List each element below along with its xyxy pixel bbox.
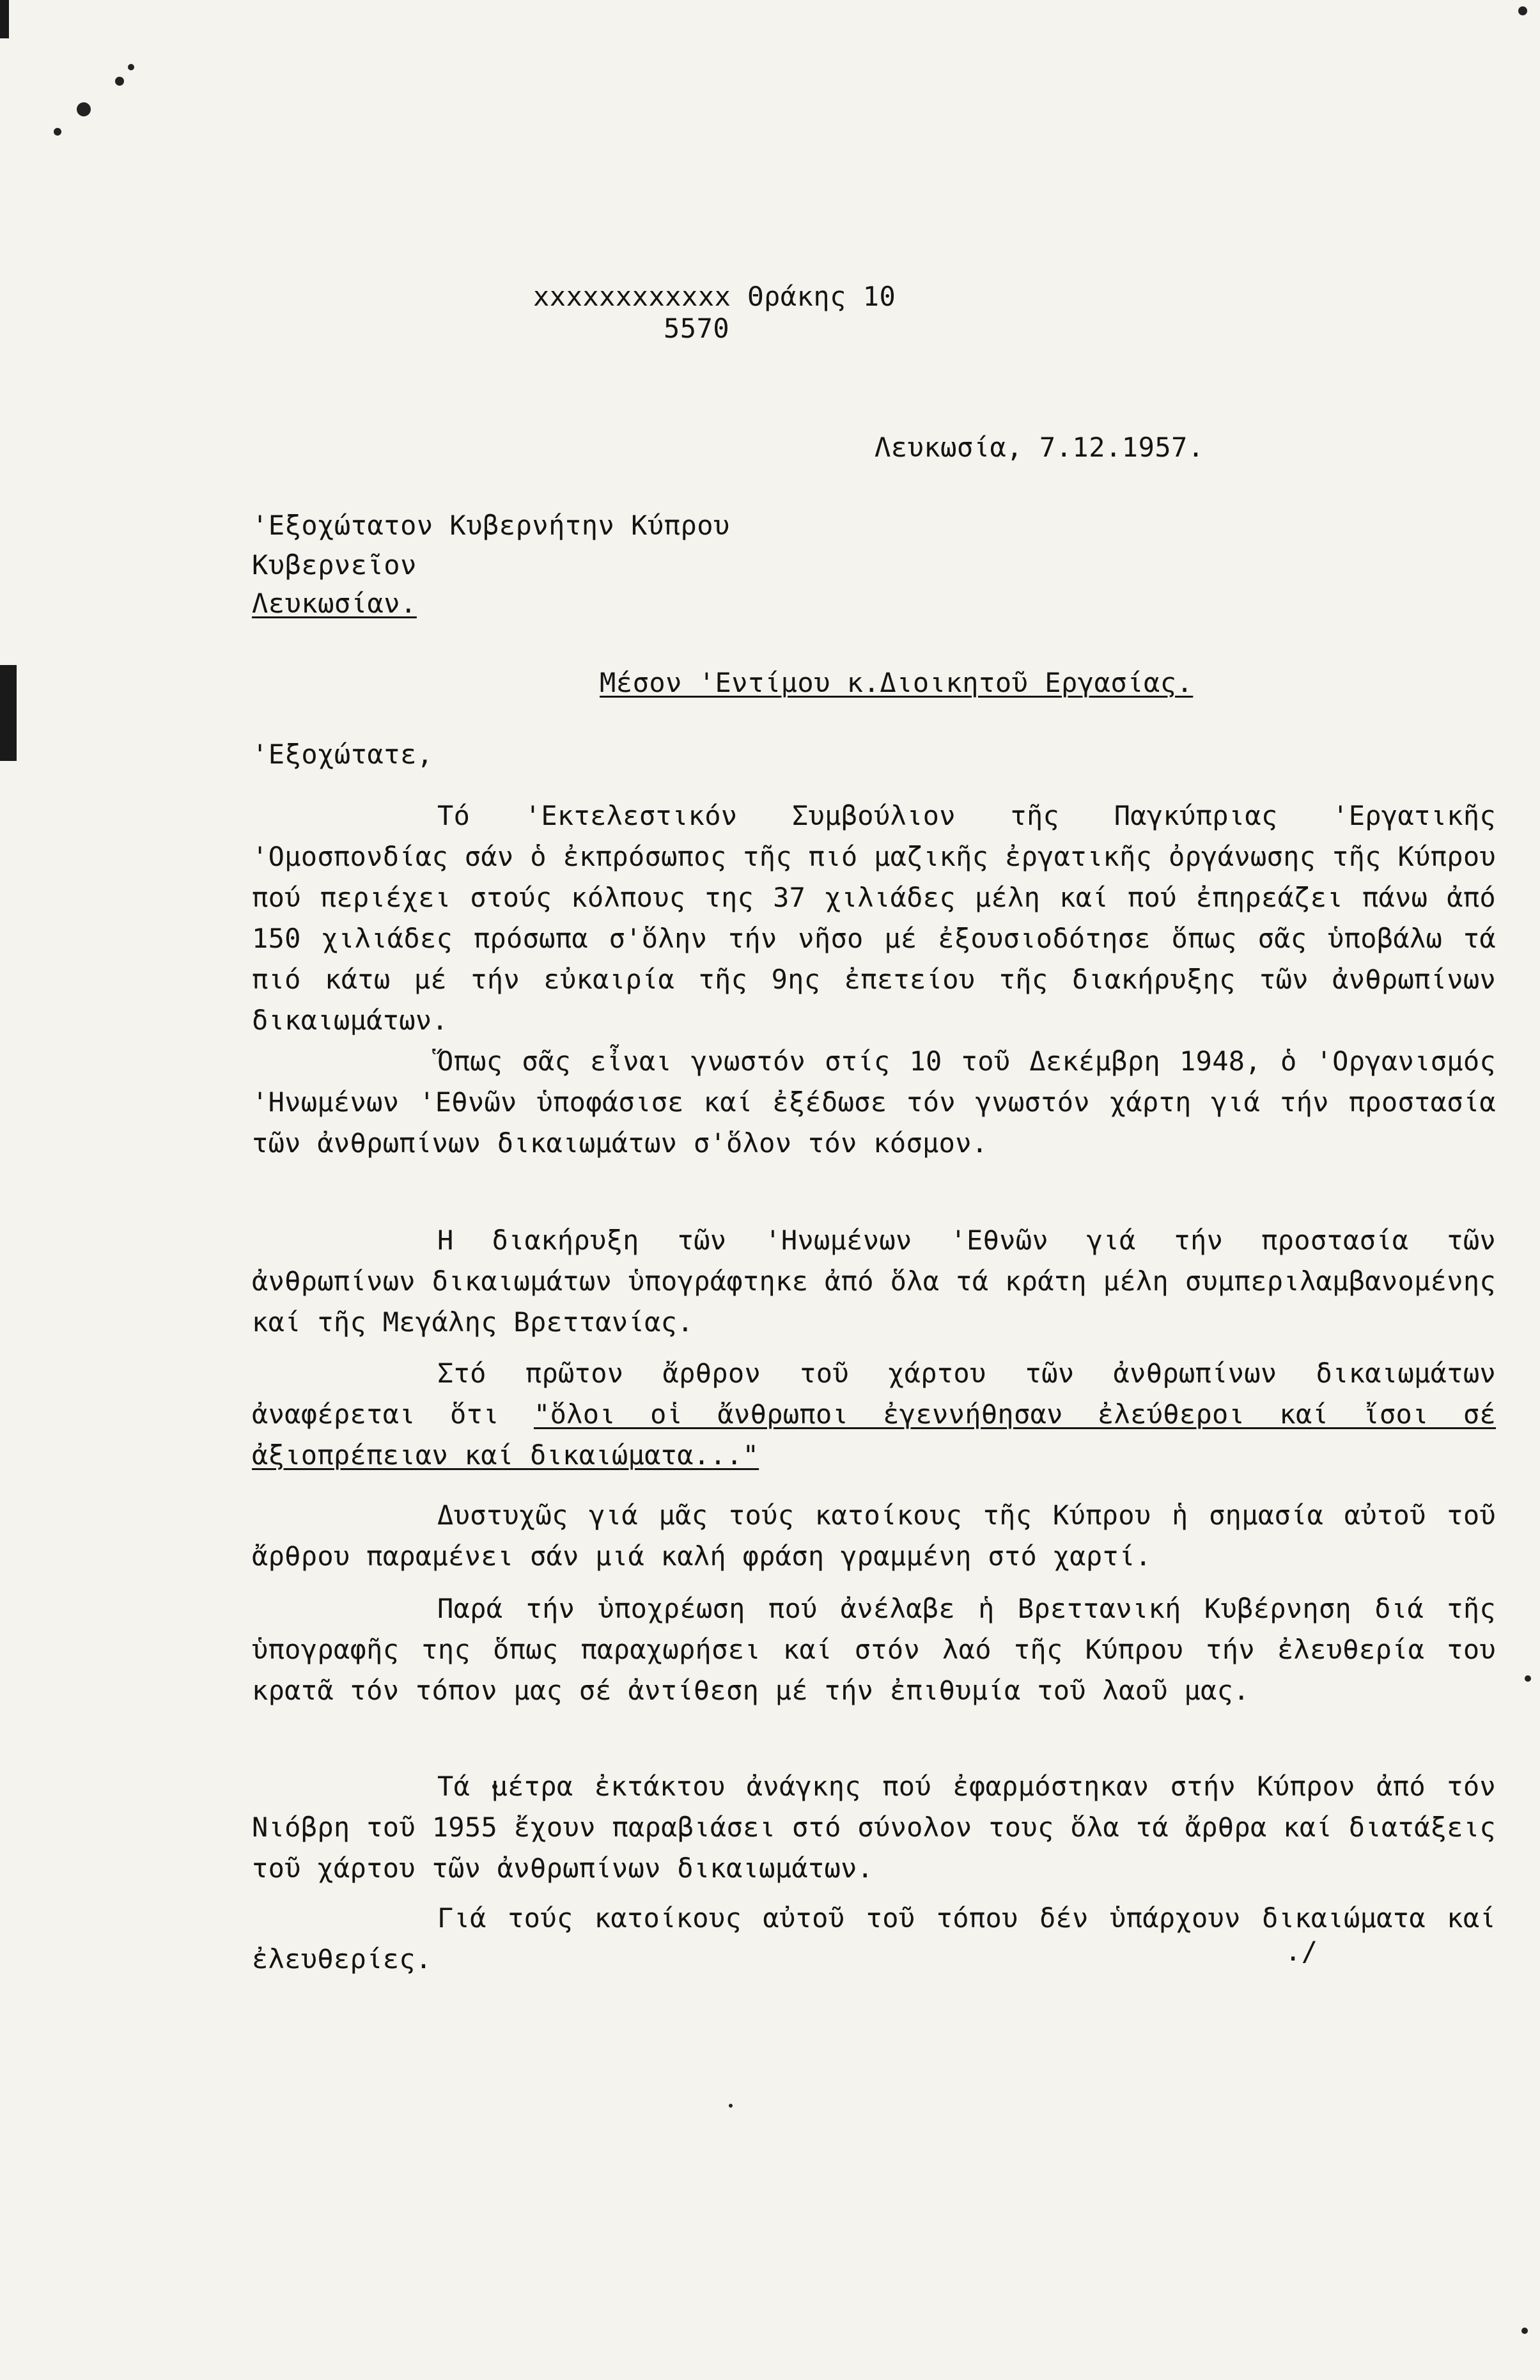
via-line: Μέσον 'Εντίμου κ.Διοικητοῦ Εργασίας. [600, 667, 1194, 698]
letterhead-phone: 5570 [664, 313, 730, 344]
body-paragraph-article [252, 1353, 1496, 1476]
scan-speck [1521, 2328, 1528, 2334]
continuation-mark: ./ [1285, 1936, 1318, 1967]
article-lead: Στό πρῶτον ἄρθρον τοῦ χάρτου τῶν ἀνθρωπίνων δικαιωμάτων ἀναφέρεται ὅτι [252, 1358, 1496, 1430]
body-paragraph-5: Δυστυχῶς γιά μᾶς τούς κατοίκους τῆς Κύπρου ἡ σημασία αὐτοῦ τοῦ ἄρθρου παραμένει σάν μιά καλή φράση γραμμένη στό χαρτί. [252, 1499, 1496, 1572]
scan-speck [1518, 6, 1527, 15]
scan-speck [729, 2104, 733, 2108]
body-paragraph-6: Παρά τήν ὑποχρέωση πού ἀνέλαβε ἡ Βρεττανική Κυβέρνηση διά τῆς ὑπογραφῆς της ὅπως παραχωρήσει καί στόν λαό τῆς Κύπρου τήν ἐλευθερία του κρατᾶ τόν τόπον μας σέ ἀντίθεση μέ τήν ἐπιθυμία τοῦ λαοῦ μας. [252, 1593, 1496, 1706]
letter-date: Λευκωσία, 7.12.1957. [875, 432, 1204, 463]
recipient-line-1: 'Εξοχώτατον Κυβερνήτην Κύπρου [252, 510, 730, 541]
article-quote: "ὅλοι οἱ ἄνθρωποι ἐγεννήθησαν ἐλεύθεροι καί ἴσοι σέ ἀξιοπρέπειαν καί δικαιώματα..." [252, 1398, 1496, 1471]
scan-speck [115, 77, 124, 86]
binding-shadow-mid [0, 665, 17, 761]
recipient-line-3: Λευκωσίαν. [252, 588, 417, 619]
body-paragraph-7: Τά μέτρα ἐκτάκτου ἀνάγκης πού ἐφαρμόστηκαν στήν Κύπρον ἀπό τόν Νιόβρη τοῦ 1955 ἔχουν παραβιάσει στό σύνολον τους ὅλα τά ἄρθρα καί διατάξεις τοῦ χάρτου τῶν ἀνθρωπίνων δικαιωμάτων. [252, 1771, 1496, 1884]
body-paragraph-1: Τό 'Εκτελεστικόν Συμβούλιον τῆς Παγκύπριας 'Εργατικῆς 'Ομοσπονδίας σάν ὁ ἐκπρόσωπος τῆς πιό μαζικῆς ἐργατικῆς ὀργάνωσης τῆς Κύπρου πού περιέχει στούς κόλπους της 37 χιλιάδες μέλη καί πού ἐπηρεάζει πάνω ἀπό 150 χιλιάδες πρόσωπα σ'ὅλην τήν νῆσο μέ ἐξουσιοδότησε ὅπως σᾶς ὑποβάλω τά πιό κάτω μέ τήν εὐκαιρία τῆς 9ης ἐπετείου τῆς διακήρυξης τῶν ἀνθρωπίνων δικαιωμάτων. [252, 800, 1496, 1036]
scan-speck [1525, 1675, 1531, 1682]
body-paragraph-8: Γιά τούς κατοίκους αὐτοῦ τοῦ τόπου δέν ὑπάρχουν δικαιώματα καί ἐλευθερίες. [252, 1902, 1496, 1975]
letterhead-address: xxxxxxxxxxxx Θράκης 10 [533, 281, 896, 312]
scan-speck [128, 64, 134, 70]
scan-speck [54, 128, 61, 136]
salutation: 'Εξοχώτατε, [252, 739, 433, 770]
recipient-line-2: Κυβερνεῖον [252, 549, 417, 581]
body-paragraph-3: Η διακήρυξη τῶν 'Ηνωμένων 'Εθνῶν γιά τήν προστασία τῶν ἀνθρωπίνων δικαιωμάτων ὑπογράφτηκε ἀπό ὅλα τά κράτη μέλη συμπεριλαμβανομένης καί τῆς Μεγάλης Βρεττανίας. [252, 1225, 1496, 1338]
scan-speck [77, 102, 91, 116]
body-paragraph-2: Ὅπως σᾶς εἶναι γνωστόν στίς 10 τοῦ Δεκέμβρη 1948, ὁ 'Οργανισμός 'Ηνωμένων 'Εθνῶν ὑποφάσισε καί ἐξέδωσε τόν γνωστόν χάρτη γιά τήν προστασία τῶν ἀνθρωπίνων δικαιωμάτων σ'ὅλον τόν κόσμον. [252, 1045, 1496, 1159]
binding-shadow-top [0, 0, 9, 38]
